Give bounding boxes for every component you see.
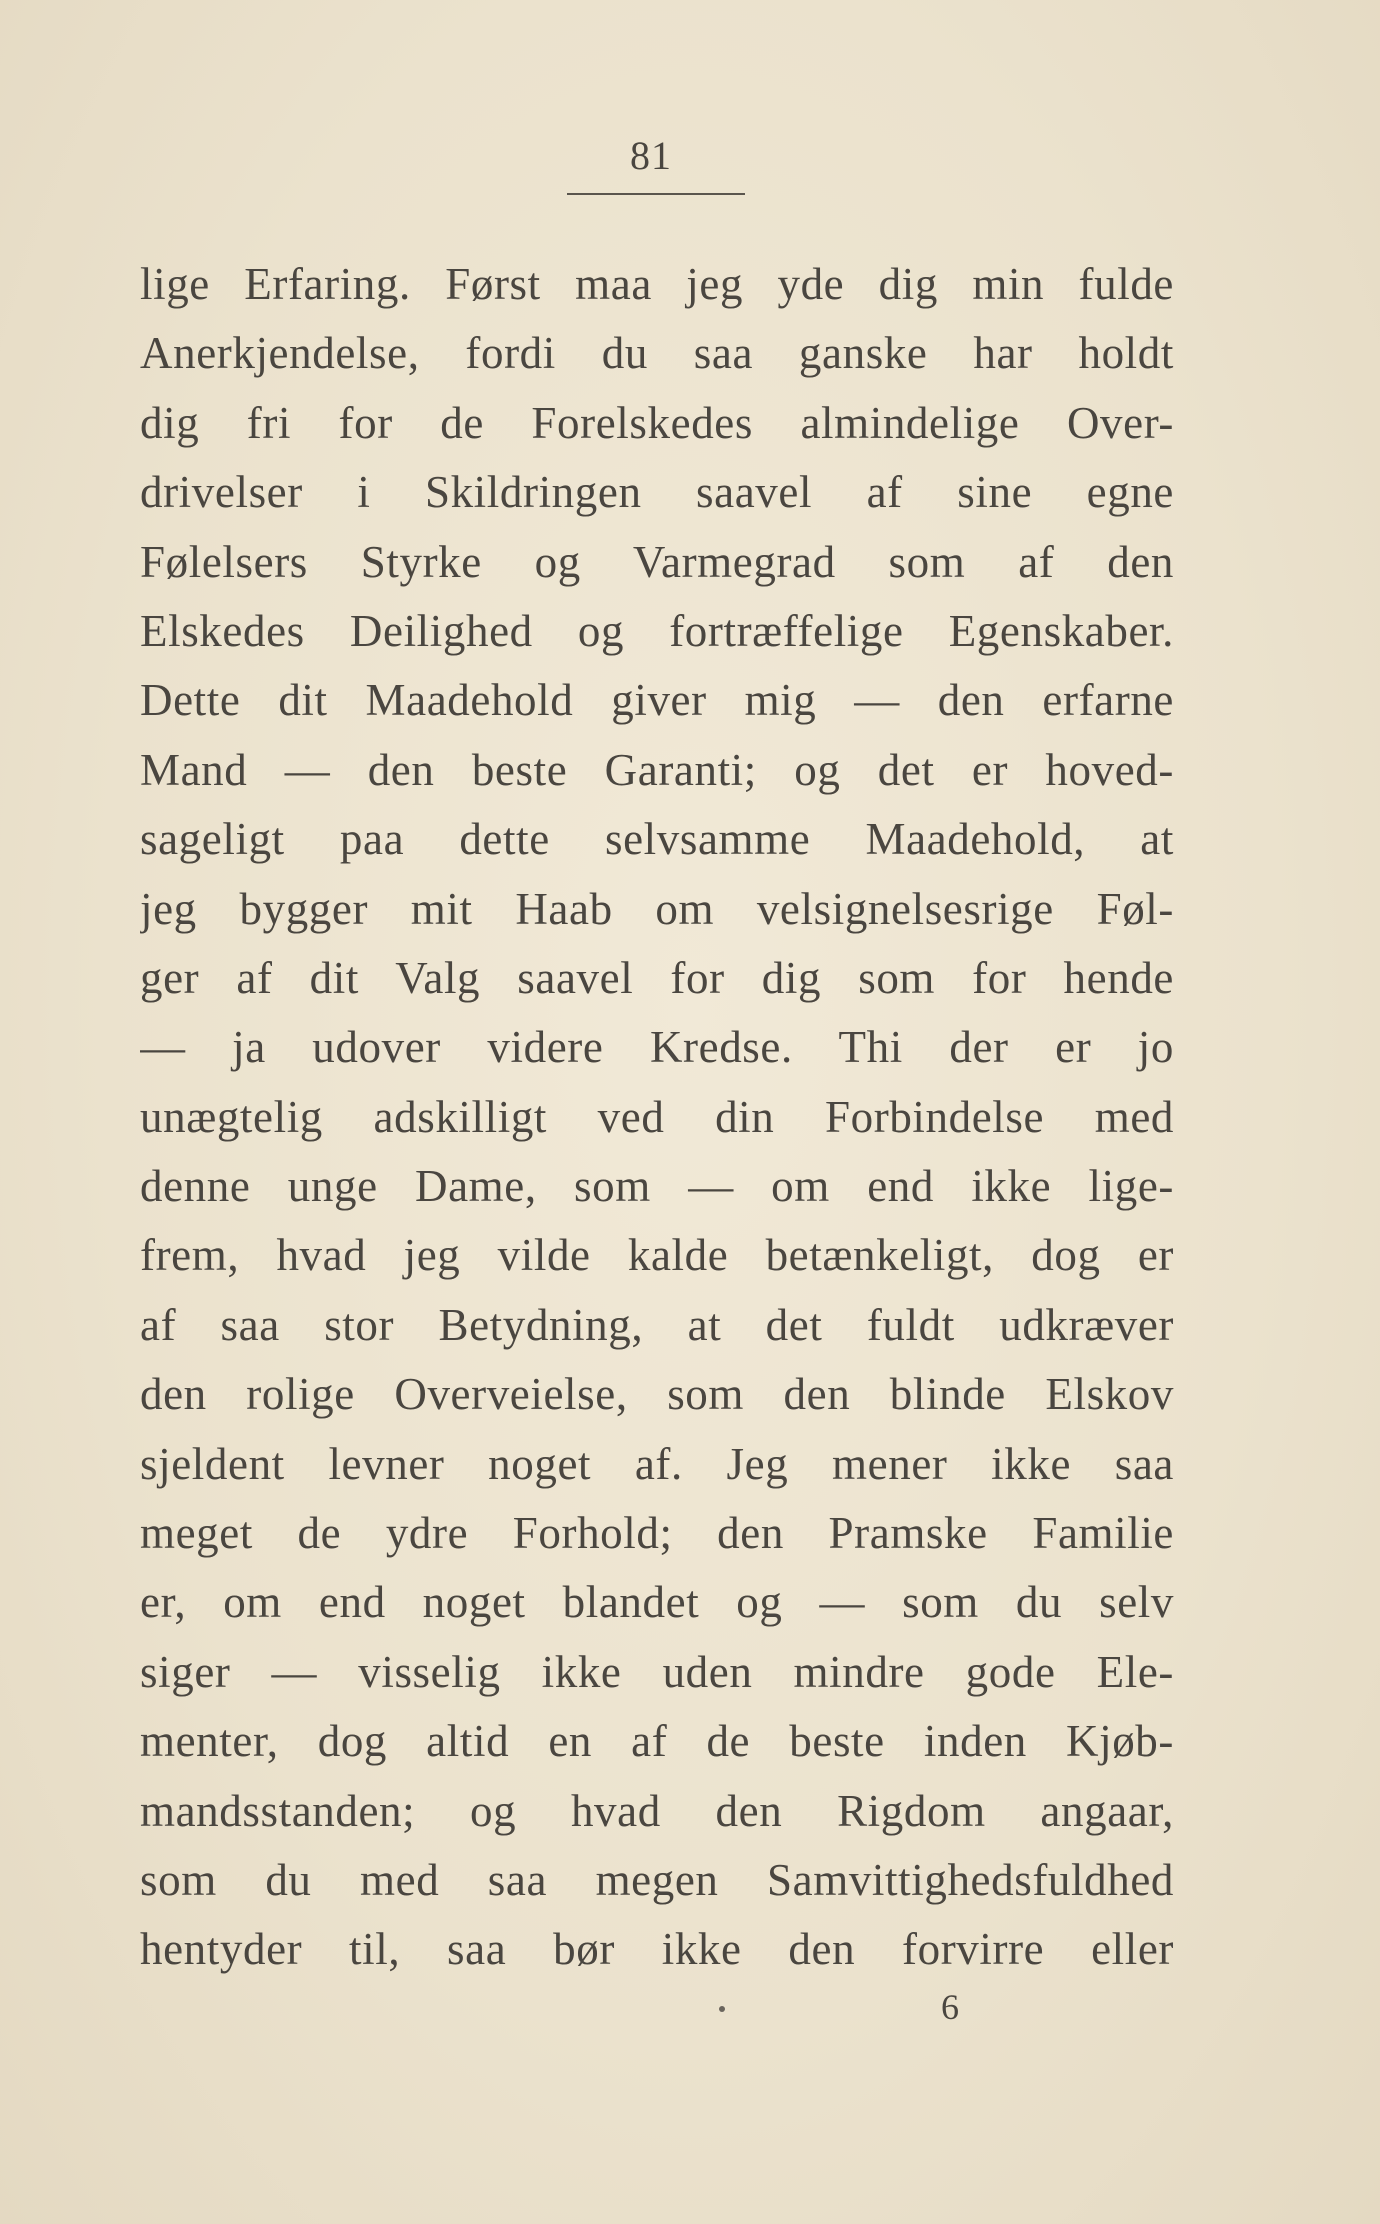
- text-line: menter, dog altid en af de beste inden Kjøb-: [140, 1716, 1174, 1767]
- text-line: meget de ydre Forhold; den Pramske Familie: [140, 1508, 1174, 1559]
- header-rule: [567, 193, 745, 195]
- text-line: siger — visselig ikke uden mindre gode Ele-: [140, 1646, 1174, 1697]
- text-line: Følelsers Styrke og Varmegrad som af den: [140, 536, 1174, 587]
- text-line: denne unge Dame, som — om end ikke lige-: [140, 1161, 1174, 1212]
- text-line: lige Erfaring. Først maa jeg yde dig min fulde: [140, 259, 1174, 309]
- text-line: frem, hvad jeg vilde kalde betænkeligt, dog er: [140, 1230, 1174, 1281]
- text-line: sjeldent levner noget af. Jeg mener ikke saa: [140, 1438, 1174, 1489]
- text-line: Dette dit Maadehold giver mig — den erfarne: [140, 675, 1174, 726]
- signature-mark: 6: [941, 1987, 959, 2027]
- text-line: sageligt paa dette selvsamme Maadehold, at: [140, 814, 1174, 865]
- text-line: Elskedes Deilighed og fortræffelige Egenskaber.: [140, 605, 1174, 656]
- text-line: Anerkjendelse, fordi du saa ganske har holdt: [140, 328, 1174, 379]
- text-line: — ja udover videre Kredse. Thi der er jo: [140, 1022, 1174, 1073]
- text-line: den rolige Overveielse, som den blinde Elskov: [140, 1369, 1174, 1420]
- text-line: ger af dit Valg saavel for dig som for hende: [140, 952, 1174, 1003]
- text-line: mandsstanden; og hvad den Rigdom angaar,: [140, 1785, 1174, 1836]
- text-line: unægtelig adskilligt ved din Forbindelse med: [140, 1091, 1174, 1142]
- printer-dot: [719, 2006, 725, 2012]
- body-text: [140, 250, 1174, 1985]
- text-line: jeg bygger mit Haab om velsignelsesrige Føl-: [140, 883, 1174, 934]
- text-line: hentyder til, saa bør ikke den forvirre eller: [140, 1924, 1174, 1975]
- text-line: drivelser i Skildringen saavel af sine egne: [140, 467, 1174, 518]
- text-line: er, om end noget blandet og — som du selv: [140, 1577, 1174, 1628]
- page-number: 81: [630, 133, 672, 178]
- text-line: af saa stor Betydning, at det fuldt udkræver: [140, 1299, 1174, 1350]
- text-line: som du med saa megen Samvittighedsfuldhed: [140, 1854, 1174, 1905]
- text-line: Mand — den beste Garanti; og det er hoved-: [140, 744, 1174, 795]
- text-line: dig fri for de Forelskedes almindelige Over-: [140, 397, 1174, 448]
